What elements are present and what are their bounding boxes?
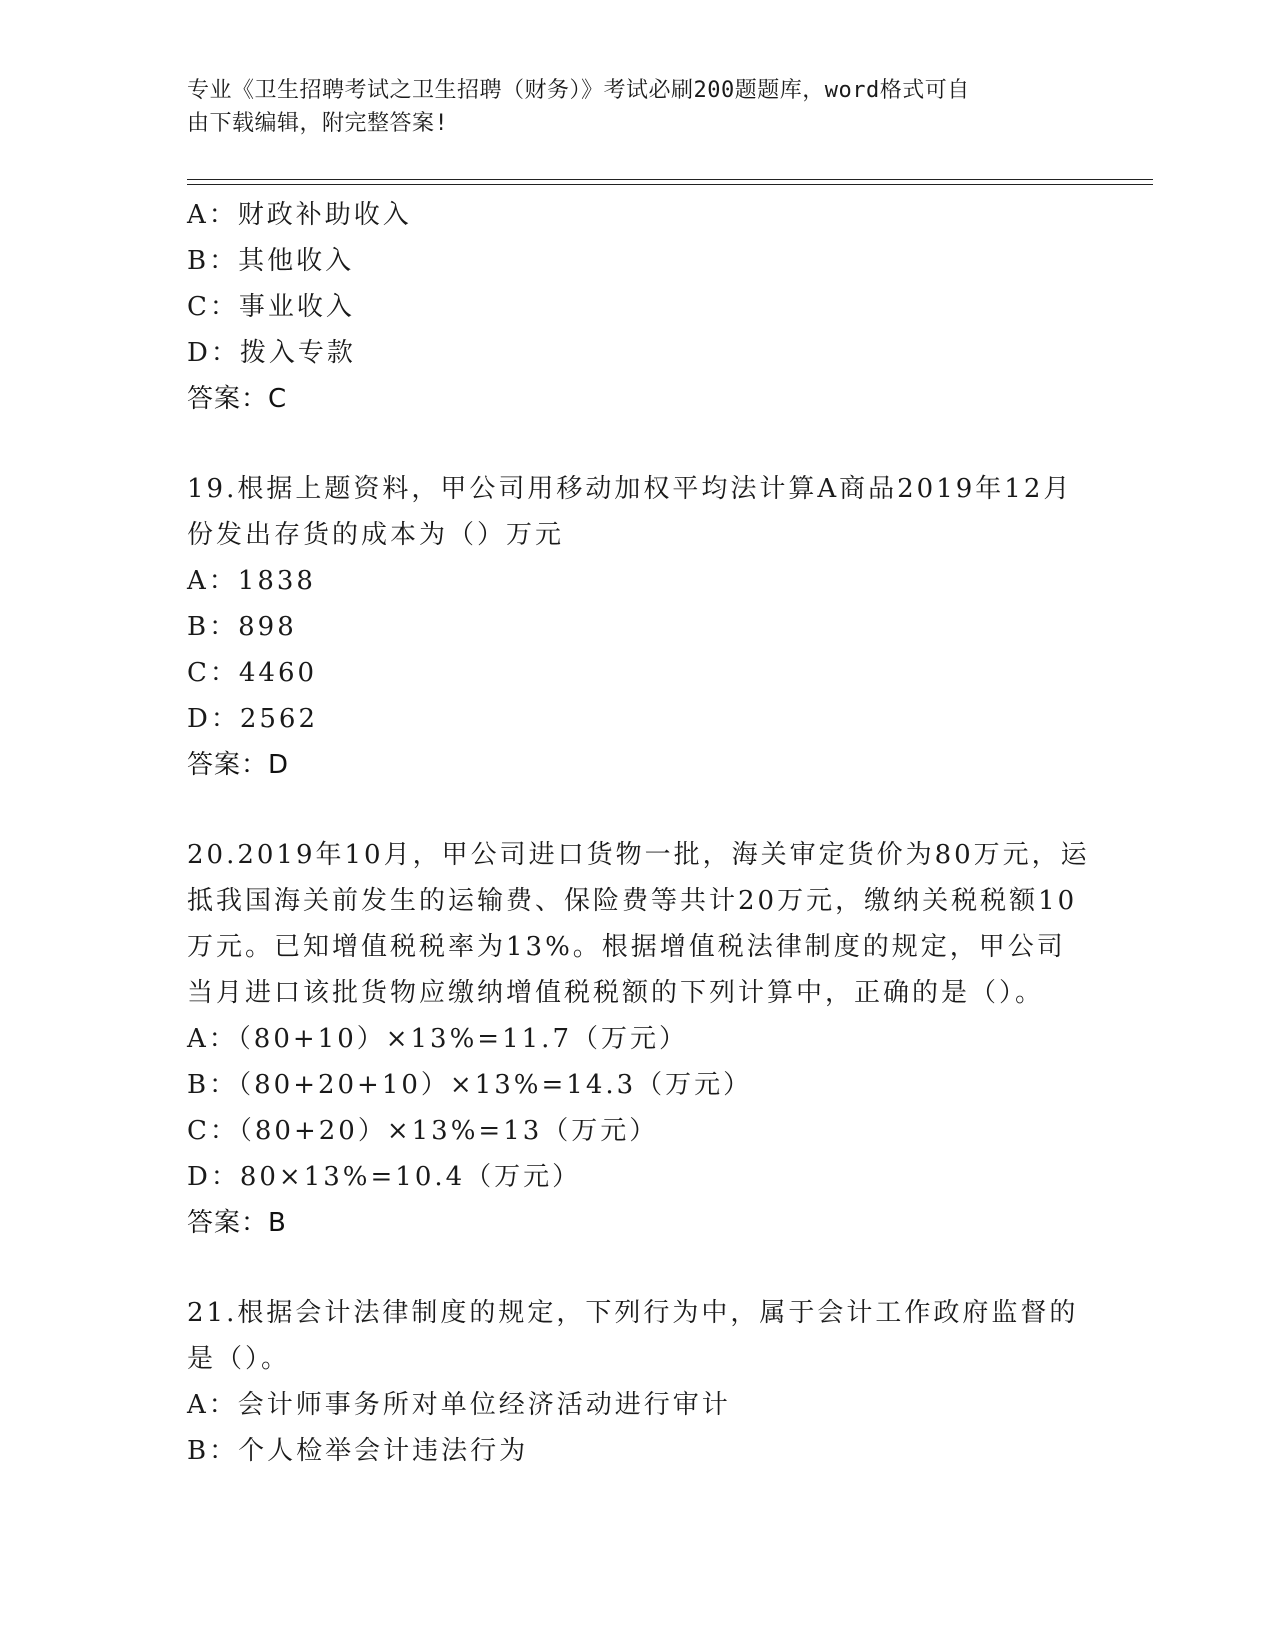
option-b: B：个人检举会计违法行为: [187, 1436, 529, 1466]
option-b: B：其他收入: [187, 246, 355, 276]
question-text-line: 份发出存货的成本为（）万元: [187, 520, 565, 550]
option-b: B：（80+20+10）×13%=14.3（万元）: [187, 1070, 753, 1100]
question-text-line: 21.根据会计法律制度的规定，下列行为中，属于会计工作政府监督的: [187, 1298, 1079, 1328]
option-d: D：拨入专款: [187, 338, 356, 368]
document-body: [187, 192, 1090, 1474]
answer: 答案：C: [187, 384, 288, 414]
option-c: C：事业收入: [187, 292, 355, 322]
question-text-line: 19.根据上题资料，甲公司用移动加权平均法计算A商品2019年12月: [187, 474, 1073, 504]
question-text-line: 20.2019年10月，甲公司进口货物一批，海关审定货价为80万元，运: [187, 840, 1090, 870]
option-a: A：会计师事务所对单位经济活动进行审计: [187, 1390, 731, 1420]
header-divider-bottom: [187, 184, 1153, 185]
question-text-line: 万元。已知增值税税率为13%。根据增值税法律制度的规定，甲公司: [187, 932, 1066, 962]
option-d: D：80×13%=10.4（万元）: [187, 1162, 582, 1192]
header-line-2: 由下载编辑，附完整答案!: [187, 111, 449, 136]
header-divider-top: [187, 179, 1153, 180]
header-line-1: 专业《卫生招聘考试之卫生招聘（财务）》考试必刷200题题库，word格式可自: [187, 78, 970, 103]
document-header: [187, 74, 1067, 140]
question-text-line: 抵我国海关前发生的运输费、保险费等共计20万元，缴纳关税税额10: [187, 886, 1078, 916]
option-a: A：财政补助收入: [187, 200, 412, 230]
question-text-line: 当月进口该批货物应缴纳增值税税额的下列计算中，正确的是（）。: [187, 978, 1045, 1008]
question-18-continued: [187, 192, 1087, 422]
option-a: A：1838: [187, 566, 316, 596]
question-text-line: 是（）。: [187, 1344, 291, 1374]
question-20: [187, 832, 1090, 1246]
option-a: A：（80+10）×13%=11.7（万元）: [187, 1024, 688, 1054]
question-19: [187, 466, 1087, 788]
option-c: C：（80+20）×13%=13（万元）: [187, 1116, 659, 1146]
answer: 答案：B: [187, 1208, 287, 1238]
answer: 答案：D: [187, 750, 290, 780]
option-d: D：2562: [187, 704, 319, 734]
option-c: C：4460: [187, 658, 318, 688]
question-21: [187, 1290, 1087, 1474]
option-b: B：898: [187, 612, 297, 642]
